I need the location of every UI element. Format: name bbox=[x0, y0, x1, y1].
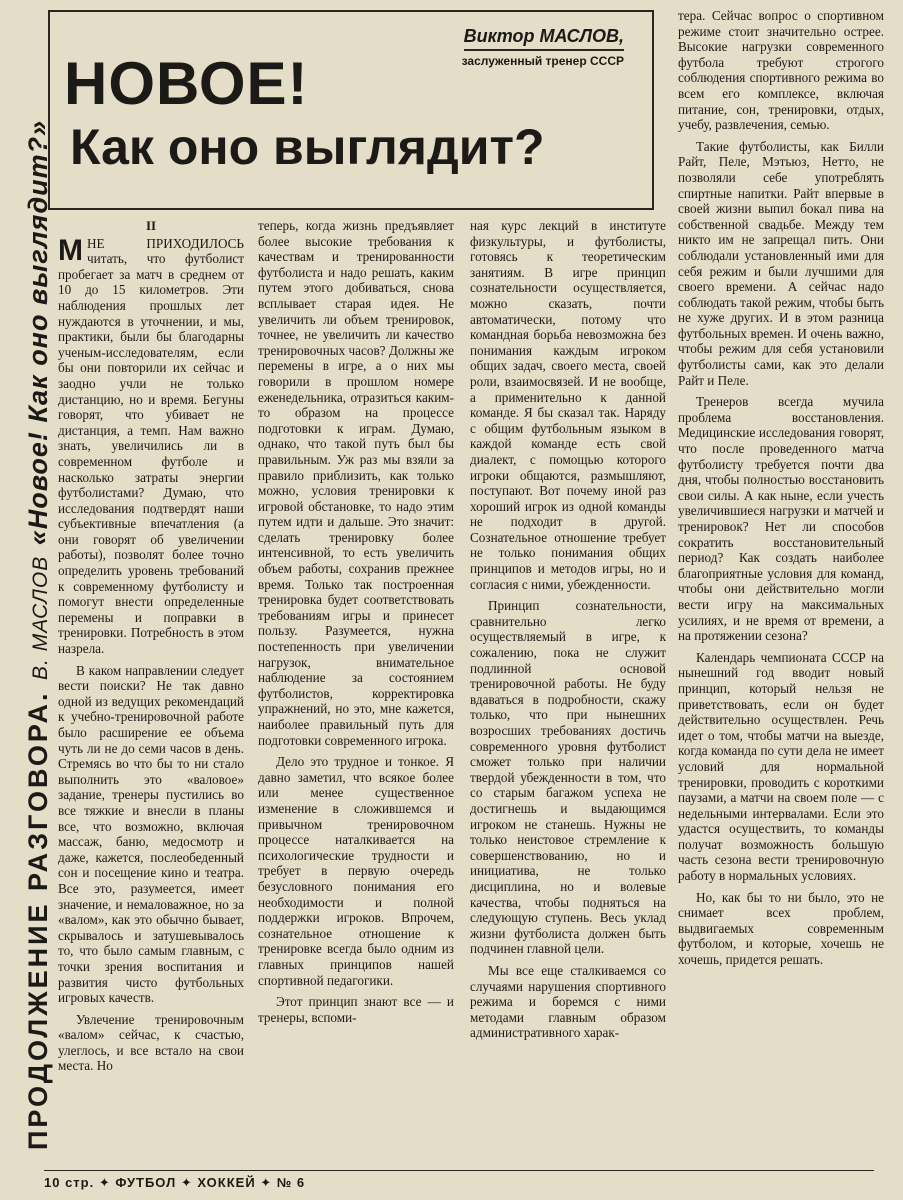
paragraph: Дело это трудное и тонкое. Я давно заметил, что всякое более или менее существенное изменение в сложившемся и привычном тренировочном процессе наталкивается на психологические трудности и требует в первую очередь безусловного понимания его необходимости и полной поддержки игроков. Впрочем, сознательное отношение к тренировке всегда было одним из главных принципов нашей спортивной педагогики. bbox=[258, 754, 454, 988]
paragraph: Этот принцип знают все — и тренеры, вспоми- bbox=[258, 994, 454, 1025]
side-title-author: В. МАСЛОВ bbox=[29, 555, 52, 680]
paragraph: Принцип сознательности, сравнительно легко осуществляемый в игре, к сожалению, пока не служит подлинной основой тренировочной работы. Не буду вдаваться в подробности, скажу только, что при нынешних возросших требованиях достичь современного уровня футболист сможет только при наличии твердой убежденности в том, что со старым багажом успеха не достигнешь и выдающимся игроком не станешь. Нужны не только неистовое стремление к совершенствованию, но и инициатива, не только дисциплина, но и волевые качества, чтобы подняться на следующую ступень. Весь уклад жизни футболиста должен быть подчинен главной цели. bbox=[470, 598, 666, 957]
paragraph: теперь, когда жизнь предъявляет более высокие требования к качествам и тренированности футболиста и надо решать, каким путем этого добиваться, снова всплывает старая идея. Не увеличить ли объем тренировок, точнее, не увеличить ли качество тренировочных часов? Должны же перемены в игре, а о них мы говорили в прошлом номере еженедельника, отразиться каким-то образом на процессе подготовки к играм. Думаю, однако, что такой путь был бы правильным. Уж раз мы взяли за правило приблизить, как только можно, условия тренировки к игровой обстановке, то надо этим путем идти и дальше. Это значит: сделать тренировку более интенсивной, то есть увеличить объем работы, сохранив прежнее время. Только так построенная тренировка будет соответствовать требованиям игры и принесет пользу. Разумеется, нужна постепенность при увеличении нагрузок, внимательное наблюдение за состоянием футболистов, корректировка упражнений, но это, мне кажется, наиболее правильный путь для подготовки современного игрока. bbox=[258, 218, 454, 748]
article-column-2 bbox=[258, 218, 454, 1168]
paragraph: Календарь чемпионата СССР на нынешний год вводит новый принцип, который нельзя не приветствовать, если он будет действительно осуществлен. Речь идет о том, чтобы матчи на выезде, когда команда по сути дела не имеет условий для нормальной тренировки, проводить с короткими паузами, а матчи на своем поле — с недельными интервалами. Если это удастся осуществить, то команды получат возможность большую часть сезона вести тренировочную работу в нормальных условиях. bbox=[678, 649, 884, 884]
paragraph: Тренеров всегда мучила проблема восстановления. Медицинские исследования говорят, что после проведенного матча футболисту требуется почти два дня, чтобы полностью восстановить свои силы. А как ныне, если учесть увеличившиеся нагрузки и матчей и тренировок? Нет ли способов сократить восстановительный период? Как создать наиболее благоприятные условия для команд, чтобы они действительно могли вести игру на максимальных усилиях, и не время от времени, а на протяжении сезона? bbox=[678, 394, 884, 644]
paragraph: Мы все еще сталкиваемся со случаями нарушения спортивного режима и боремся с ними методами главным образом административного харак- bbox=[470, 962, 666, 1041]
headline-box bbox=[48, 10, 654, 210]
paragraph: тера. Сейчас вопрос о спортивном режиме стоит значительно острее. Высокие нагрузки современного футбола требуют строгого соблюдения спортивного режима во всем его комплексе, включая питание, сон, тренировки, отдых, учебу, развлечения, семью. bbox=[678, 8, 884, 133]
article-column-3 bbox=[470, 218, 666, 1168]
side-title-part1: ПРОДОЛЖЕНИЕ РАЗГОВОРА. bbox=[23, 690, 53, 1150]
side-running-title bbox=[0, 0, 53, 1150]
article-column-4 bbox=[678, 8, 884, 1168]
headline bbox=[64, 50, 545, 175]
paragraph bbox=[58, 233, 244, 657]
paragraph: В каком направлении следует вести поиски? Не так давно одной из ведущих рекомендаций к учебно-тренировочной работе было расширение ее объема чуть ли не до семи часов в день. Стремясь во что бы то ни стало выполнить это «валовое» задание, тренеры пустились во все тяжкие и внесли в планы все, что возможно, включая массаж, баню, медосмотр и даже, кажется, послеобеденный сон и посещение кино и театра. Все это, разумеется, имеет значение, и немаловажное, но за «валом», как это обычно бывает, скрывалось и затушевывалось то, что было самым главным, с точки зрения воспитания и развития чисто футбольных игровых качеств. bbox=[58, 662, 244, 1006]
page-footer: 10 стр. ✦ ФУТБОЛ ✦ ХОККЕЙ ✦ № 6 bbox=[44, 1170, 874, 1191]
paragraph: Увлечение тренировочным «валом» сейчас, к счастью, улеглось, и все встало на свои места. Но bbox=[58, 1011, 244, 1074]
paragraph: Такие футболисты, как Билли Райт, Пеле, Мэтьюз, Нетто, не позволяли себе употреблять спиртные напитки. Райт впервые в своей жизни выпил бокал пива на собственной свадьбе. Между тем никто им не запрещал пить. Они соблюдали установленный ими для себя режим и были лучшими для своего времени. А сейчас надо соблюдать такой режим, чтобы быть не хуже других. И в этом разница футбольных времен. И очень важно, чтобы режим для себя установили футболисты сами, как это делали Райт и Пеле. bbox=[678, 138, 884, 388]
paragraph: Но, как бы то ни было, это не снимает всех проблем, выдвигаемых современным футболом, и которые, хочешь не хочешь, придется решать. bbox=[678, 889, 884, 968]
paragraph-text: НЕ ПРИХОДИЛОСЬ читать, что футболист пробегает за матч в среднем от 10 до 15 километров. Эти наблюдения прошлых лет нуждаются в уточнении, и мы, практики, были бы благодарны ученым-исследователям, если бы они повторили их сейчас и заодно учли не только дистанцию, но и время. Бегуны говорят, что убивает не дистанция, а темп. Нам важно знать, увеличились ли в современном футболе и насколько затраты энергии футболистами? Думаю, что исследования подтвердят наши субъективные впечатления (а они говорят об увеличении работы), позволят более точно определить уровень требований к современному футболисту и помогут внести определенные перемены и поправки в тренировки. Потребность в этом назрела. bbox=[58, 235, 244, 657]
author-name: Виктор МАСЛОВ, bbox=[464, 26, 624, 51]
headline-line2: Как оно выглядит? bbox=[70, 119, 545, 175]
section-mark: II bbox=[145, 218, 157, 233]
paragraph: ная курс лекций в институте физкультуры, и футболисты, готовясь к теоретическим занятиям. В игре принцип сознательности осуществляется, можно сказать, почти автоматически, потому что командная борьба невозможна без понимания каждым игроком общих задач, своего места, своей роли, взаимосвязей. И не вообще, а применительно к данной команде. Я бы сказал так. Наряду с общим футбольным языком в каждой команде есть свой диалект, с помощью которого игроки общаются, размышляют, поступают. Вот почему иной раз хороший игрок из одной команды не подходит в другой. Сознательное отношение требует не только понимания общих принципов и методов игры, но и согласия с ними, убежденности. bbox=[470, 218, 666, 592]
headline-line1: НОВОЕ! bbox=[64, 50, 309, 117]
drop-cap: М bbox=[58, 233, 83, 267]
article-column-1 bbox=[58, 218, 244, 1168]
author-title: заслуженный тренер СССР bbox=[461, 54, 624, 68]
side-title-part2: «Новое! Как оно выглядит?» bbox=[23, 119, 53, 546]
